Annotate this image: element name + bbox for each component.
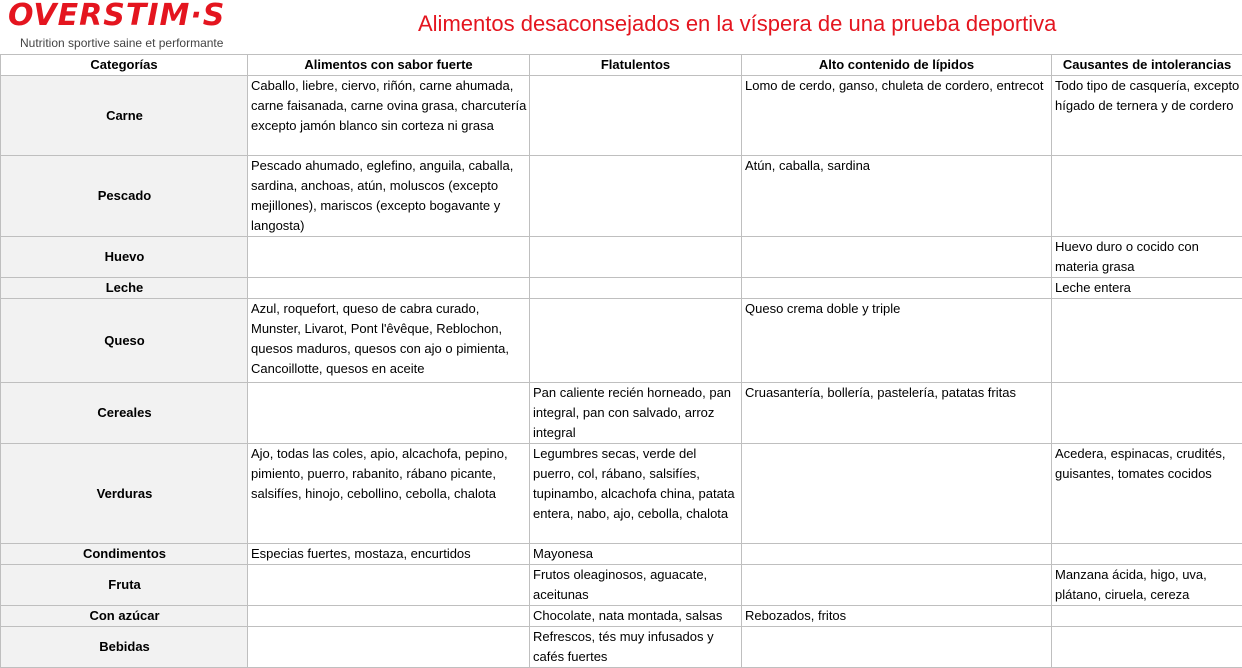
- category-cell: Huevo: [1, 237, 248, 278]
- strong-flavor-cell: Ajo, todas las coles, apio, alcachofa, pepino, pimiento, puerro, rabanito, rábano picante, salsifíes, hinojo, cebollino, cebolla, chalota: [248, 444, 530, 544]
- flatulent-cell: [530, 76, 742, 156]
- flatulent-cell: Chocolate, nata montada, salsas: [530, 606, 742, 627]
- table-row: [1, 299, 1242, 383]
- brand-tagline: Nutrition sportive saine et performante: [20, 36, 223, 50]
- high-lipids-cell: Rebozados, fritos: [742, 606, 1052, 627]
- flatulent-cell: [530, 156, 742, 237]
- intolerance-cell: [1052, 299, 1242, 383]
- strong-flavor-cell: [248, 606, 530, 627]
- strong-flavor-cell: [248, 278, 530, 299]
- intolerance-cell: [1052, 156, 1242, 237]
- strong-flavor-cell: Caballo, liebre, ciervo, riñón, carne ahumada, carne faisanada, carne ovina grasa, charcutería excepto jamón blanco sin corteza ni grasa: [248, 76, 530, 156]
- table-row: [1, 627, 1242, 668]
- strong-flavor-cell: [248, 627, 530, 668]
- flatulent-cell: [530, 299, 742, 383]
- flatulent-cell: Refrescos, tés muy infusados y cafés fuertes: [530, 627, 742, 668]
- table-row: [1, 278, 1242, 299]
- table-row: [1, 76, 1242, 156]
- intolerance-cell: Todo tipo de casquería, excepto hígado de ternera y de cordero: [1052, 76, 1242, 156]
- category-cell: Verduras: [1, 444, 248, 544]
- high-lipids-cell: Lomo de cerdo, ganso, chuleta de cordero, entrecot: [742, 76, 1052, 156]
- strong-flavor-cell: Azul, roquefort, queso de cabra curado, Munster, Livarot, Pont l'êvêque, Reblochon, quesos maduros, quesos con ajo o pimienta, Cancoillotte, quesos en aceite: [248, 299, 530, 383]
- category-cell: Fruta: [1, 565, 248, 606]
- category-cell: Queso: [1, 299, 248, 383]
- high-lipids-cell: [742, 627, 1052, 668]
- column-header-categories: Categorías: [1, 55, 248, 76]
- flatulent-cell: Frutos oleaginosos, aguacate, aceitunas: [530, 565, 742, 606]
- intolerance-cell: [1052, 383, 1242, 444]
- intolerance-cell: Manzana ácida, higo, uva, plátano, ciruela, cereza: [1052, 565, 1242, 606]
- food-table: [0, 54, 1242, 668]
- category-cell: Pescado: [1, 156, 248, 237]
- flatulent-cell: [530, 237, 742, 278]
- intolerance-cell: Huevo duro o cocido con materia grasa: [1052, 237, 1242, 278]
- intolerance-cell: [1052, 544, 1242, 565]
- category-cell: Condimentos: [1, 544, 248, 565]
- intolerance-cell: Leche entera: [1052, 278, 1242, 299]
- category-cell: Leche: [1, 278, 248, 299]
- table-row: [1, 565, 1242, 606]
- table-row: [1, 606, 1242, 627]
- intolerance-cell: Acedera, espinacas, crudités, guisantes, tomates cocidos: [1052, 444, 1242, 544]
- category-cell: Con azúcar: [1, 606, 248, 627]
- high-lipids-cell: [742, 278, 1052, 299]
- high-lipids-cell: Queso crema doble y triple: [742, 299, 1052, 383]
- high-lipids-cell: Atún, caballa, sardina: [742, 156, 1052, 237]
- strong-flavor-cell: [248, 565, 530, 606]
- table-row: [1, 444, 1242, 544]
- high-lipids-cell: [742, 237, 1052, 278]
- category-cell: Cereales: [1, 383, 248, 444]
- table-row: [1, 156, 1242, 237]
- table-header-row: [1, 55, 1242, 76]
- brand-wordmark: OVERSTIM·S: [8, 0, 225, 33]
- strong-flavor-cell: [248, 237, 530, 278]
- flatulent-cell: [530, 278, 742, 299]
- table-row: [1, 383, 1242, 444]
- strong-flavor-cell: Pescado ahumado, eglefino, anguila, caballa, sardina, anchoas, atún, moluscos (excepto mejillones), mariscos (excepto bogavante y langosta): [248, 156, 530, 237]
- category-cell: Carne: [1, 76, 248, 156]
- strong-flavor-cell: Especias fuertes, mostaza, encurtidos: [248, 544, 530, 565]
- high-lipids-cell: [742, 544, 1052, 565]
- brand-logo: [8, 0, 244, 52]
- document-title: Alimentos desaconsejados en la víspera de una prueba deportiva: [418, 11, 1056, 37]
- flatulent-cell: Legumbres secas, verde del puerro, col, rábano, salsifíes, tupinambo, alcachofa china, patata entera, nabo, ajo, cebolla, chalota: [530, 444, 742, 544]
- flatulent-cell: Mayonesa: [530, 544, 742, 565]
- column-header-flatulent: Flatulentos: [530, 55, 742, 76]
- table-row: [1, 544, 1242, 565]
- intolerance-cell: [1052, 627, 1242, 668]
- high-lipids-cell: [742, 444, 1052, 544]
- category-cell: Bebidas: [1, 627, 248, 668]
- table-row: [1, 237, 1242, 278]
- strong-flavor-cell: [248, 383, 530, 444]
- flatulent-cell: Pan caliente recién horneado, pan integral, pan con salvado, arroz integral: [530, 383, 742, 444]
- column-header-strong-flavor: Alimentos con sabor fuerte: [248, 55, 530, 76]
- high-lipids-cell: Cruasantería, bollería, pastelería, patatas fritas: [742, 383, 1052, 444]
- column-header-high-lipids: Alto contenido de lípidos: [742, 55, 1052, 76]
- intolerance-cell: [1052, 606, 1242, 627]
- column-header-intolerances: Causantes de intolerancias: [1052, 55, 1242, 76]
- high-lipids-cell: [742, 565, 1052, 606]
